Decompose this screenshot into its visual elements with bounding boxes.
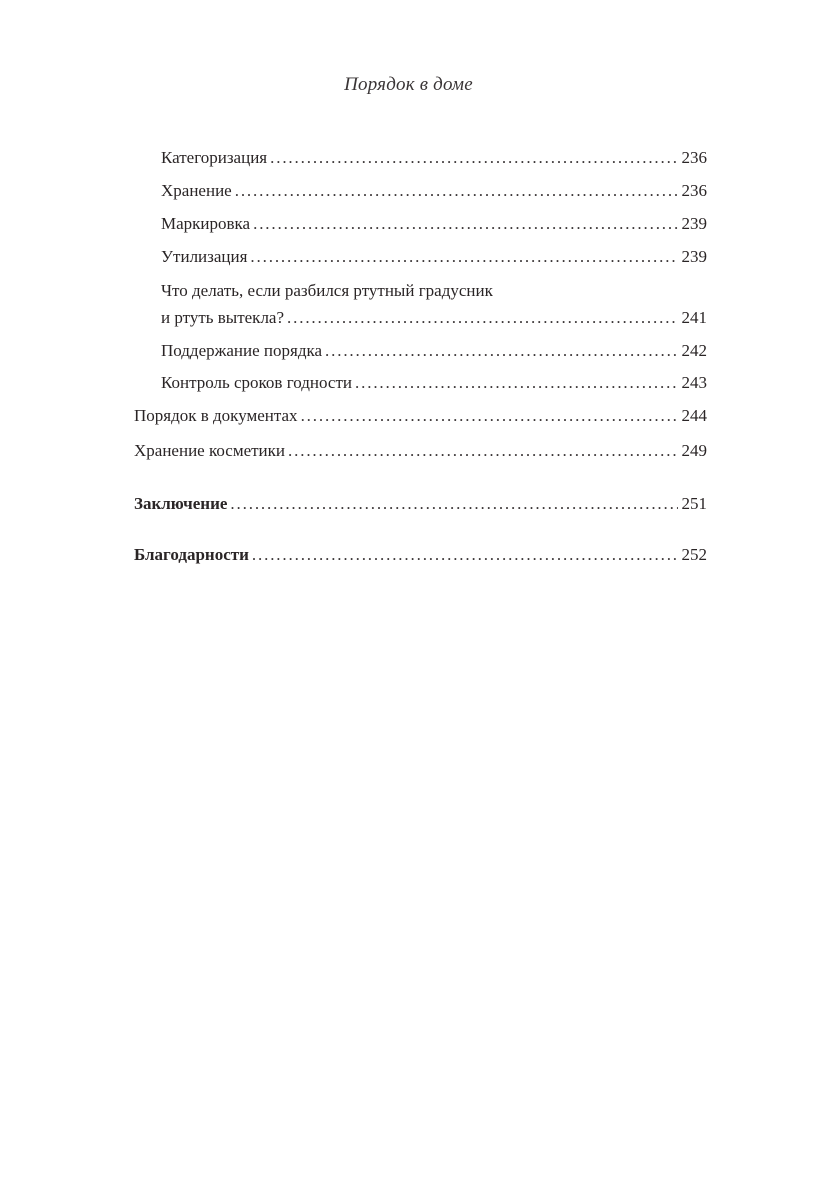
toc-dot-leader [355, 373, 677, 393]
toc-entry [161, 214, 707, 234]
toc-entry [134, 441, 707, 461]
toc-entry-title: Благодарности [134, 545, 249, 564]
toc-entry-title: Заключение [134, 494, 228, 513]
toc-dot-leader [288, 441, 677, 461]
toc-page-number: 252 [681, 545, 707, 564]
toc-entry [161, 148, 707, 168]
toc-dot-leader [287, 308, 677, 328]
toc-entry-chapter [134, 494, 707, 514]
toc-entry-title: Хранение косметики [134, 441, 286, 460]
toc-dot-leader [235, 181, 678, 201]
toc-entry [161, 341, 707, 361]
toc-page-number: 239 [681, 247, 707, 266]
toc-entry [161, 308, 707, 328]
toc-entry [161, 373, 707, 393]
toc-dot-leader [252, 545, 678, 565]
toc-entry-title: Маркировка [161, 214, 251, 233]
toc-entry [161, 247, 707, 267]
toc-page-number: 249 [681, 441, 707, 460]
toc-entry-chapter [134, 545, 707, 565]
toc-entry-title: Порядок в документах [134, 406, 298, 425]
running-head: Порядок в доме [344, 74, 473, 95]
toc-page-number: 239 [681, 214, 707, 233]
toc-page-number: 244 [681, 406, 707, 425]
toc-page-number: 236 [681, 181, 707, 200]
toc-dot-leader [253, 214, 677, 234]
toc-entry [134, 406, 707, 426]
toc-entry-title: Утилизация [161, 247, 248, 266]
toc-page-number: 236 [681, 148, 707, 167]
toc-dot-leader [270, 148, 677, 168]
toc-dot-leader [325, 341, 677, 361]
toc-page-number: 241 [681, 308, 707, 327]
toc-dot-leader [230, 494, 677, 514]
toc-page-number: 243 [681, 373, 707, 392]
toc-entry [161, 181, 707, 201]
toc-dot-leader [250, 247, 677, 267]
toc-entry-title: и ртуть вытекла? [161, 308, 285, 327]
toc-entry-title: Контроль сроков годности [161, 373, 353, 392]
toc-entry-title-line1: Что делать, если разбился ртутный градусник [161, 281, 493, 300]
toc-entry-title: Поддержание порядка [161, 341, 323, 360]
toc-dot-leader [301, 406, 678, 426]
toc-page-number: 251 [681, 494, 707, 513]
toc-entry-title: Категоризация [161, 148, 268, 167]
toc-page-number: 242 [681, 341, 707, 360]
toc-entry-title: Хранение [161, 181, 232, 200]
